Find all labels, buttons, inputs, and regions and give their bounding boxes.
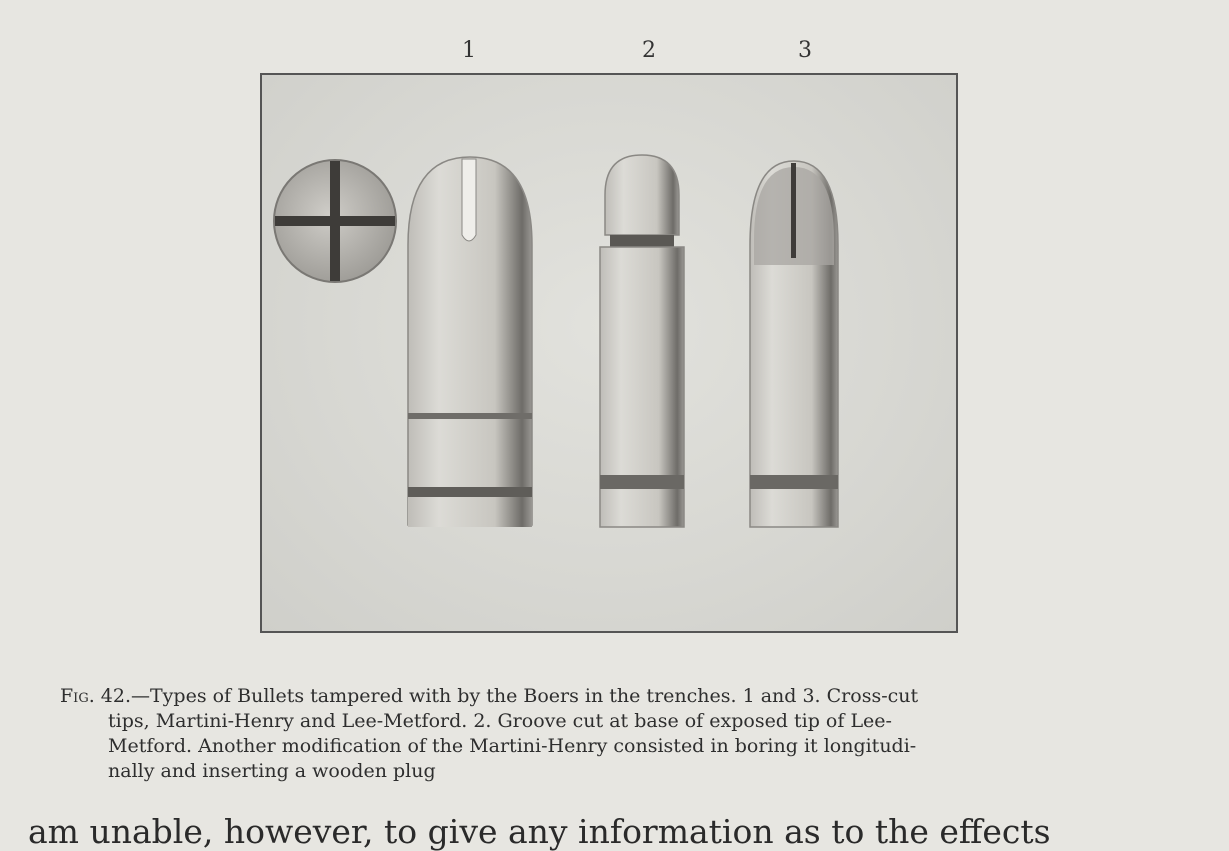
caption-line-4: nally and inserting a wooden plug bbox=[108, 760, 436, 782]
bullet-2 bbox=[600, 155, 684, 527]
figure-label-1: 1 bbox=[462, 38, 476, 63]
bullet-1 bbox=[408, 157, 532, 527]
figure-label-2: 2 bbox=[642, 38, 656, 63]
caption-line-2: tips, Martini-Henry and Lee-Metford. 2. Groove cut at base of exposed tip of Lee- bbox=[108, 710, 892, 732]
bullet-photograph bbox=[260, 73, 958, 633]
bullet-3 bbox=[750, 161, 838, 527]
figure-label-3: 3 bbox=[798, 38, 812, 63]
caption-fig-label: Fig. bbox=[60, 685, 95, 707]
bullet-tip-end-view bbox=[274, 160, 396, 282]
body-text-line: am unable, however, to give any information as to the effects bbox=[28, 812, 1051, 851]
bullets-illustration bbox=[262, 75, 956, 631]
figure-caption bbox=[60, 684, 1160, 784]
caption-line-1: Fig. 42.—Types of Bullets tampered with by the Boers in the trenches. 1 and 3. Cross-cut bbox=[60, 685, 919, 707]
caption-line-3: Metford. Another modification of the Martini-Henry consisted in boring it longitudi- bbox=[108, 735, 917, 757]
